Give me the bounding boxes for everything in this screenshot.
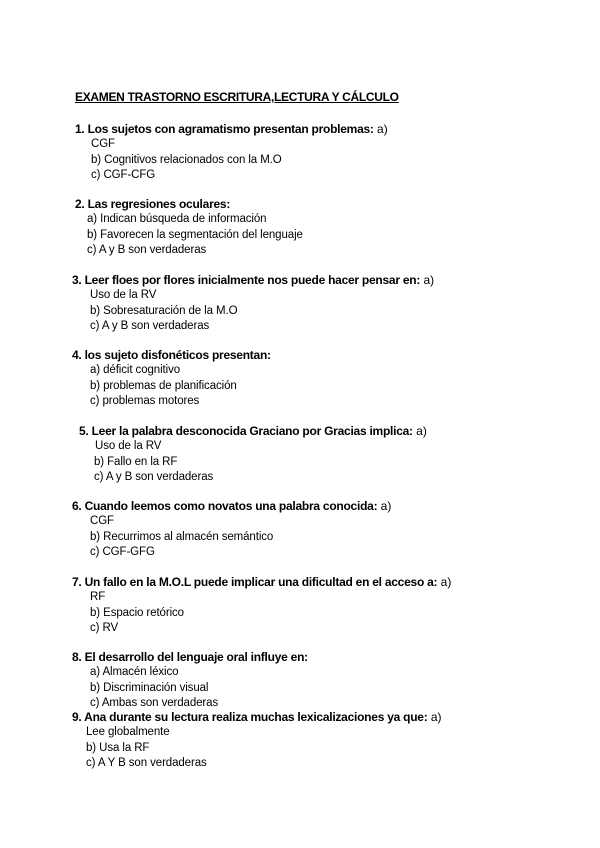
question-6 xyxy=(72,499,391,560)
question-stem: 2. Las regresiones oculares: xyxy=(75,197,231,211)
exam-title: EXAMEN TRASTORNO ESCRITURA,LECTURA Y CÁLCULO xyxy=(75,90,399,104)
option: b) Discriminación visual xyxy=(90,681,209,694)
option: CGF xyxy=(90,515,114,528)
option: b) Espacio retórico xyxy=(90,606,184,619)
option: b) Usa la RF xyxy=(86,741,150,754)
option: CGF xyxy=(91,138,115,151)
option: b) Favorecen la segmentación del lenguaje xyxy=(87,228,303,241)
option: c) Ambas son verdaderas xyxy=(90,696,219,709)
option: c) A y B son verdaderas xyxy=(87,243,207,256)
option: c) RV xyxy=(90,621,119,634)
option: c) A y B son verdaderas xyxy=(90,319,210,332)
option: a) Indican búsqueda de información xyxy=(87,213,267,226)
option: Uso de la RV xyxy=(95,440,162,453)
question-1 xyxy=(75,122,388,183)
inline-option: a) xyxy=(430,710,442,724)
question-stem: 8. El desarrollo del lenguaje oral influye en: xyxy=(72,650,308,664)
inline-option: a) xyxy=(377,122,388,136)
option: Uso de la RV xyxy=(90,289,157,302)
inline-option: a) xyxy=(440,575,452,589)
question-8 xyxy=(72,650,308,711)
question-stem: 3. Leer floes por flores inicialmente nos puede hacer pensar en: xyxy=(72,273,421,287)
inline-option: a) xyxy=(423,273,435,287)
question-stem: 7. Un fallo en la M.O.L puede implicar una dificultad en el acceso a: xyxy=(72,575,438,589)
question-3 xyxy=(72,273,434,334)
question-stem: 9. Ana durante su lectura realiza muchas lexicalizaciones ya que: xyxy=(72,710,428,724)
question-5 xyxy=(79,424,427,485)
question-stem: 6. Cuando leemos como novatos una palabra conocida: xyxy=(72,499,378,513)
question-stem: 5. Leer la palabra desconocida Graciano por Gracias implica: xyxy=(79,424,413,438)
option: a) Almacén léxico xyxy=(90,666,179,679)
option: b) Cognitivos relacionados con la M.O xyxy=(91,153,282,166)
option: c) A Y B son verdaderas xyxy=(86,756,207,769)
option: c) CGF-CFG xyxy=(91,168,156,181)
inline-option: a) xyxy=(416,424,427,438)
option: b) problemas de planificación xyxy=(90,379,237,392)
question-stem: 4. los sujeto disfonéticos presentan: xyxy=(72,348,271,362)
option: c) CGF-GFG xyxy=(90,545,155,558)
question-7 xyxy=(72,575,451,636)
option: RF xyxy=(90,591,106,604)
option: b) Fallo en la RF xyxy=(94,455,178,468)
option: a) déficit cognitivo xyxy=(90,364,181,377)
option: b) Sobresaturación de la M.O xyxy=(90,304,238,317)
question-2 xyxy=(75,197,303,258)
question-4 xyxy=(72,348,271,409)
inline-option: a) xyxy=(380,499,392,513)
option: b) Recurrimos al almacén semántico xyxy=(90,530,274,543)
option: c) A y B son verdaderas xyxy=(94,470,214,483)
question-9 xyxy=(72,710,441,771)
question-stem: 1. Los sujetos con agramatismo presentan problemas: xyxy=(75,122,374,136)
option: c) problemas motores xyxy=(90,394,200,407)
option: Lee globalmente xyxy=(86,726,170,739)
